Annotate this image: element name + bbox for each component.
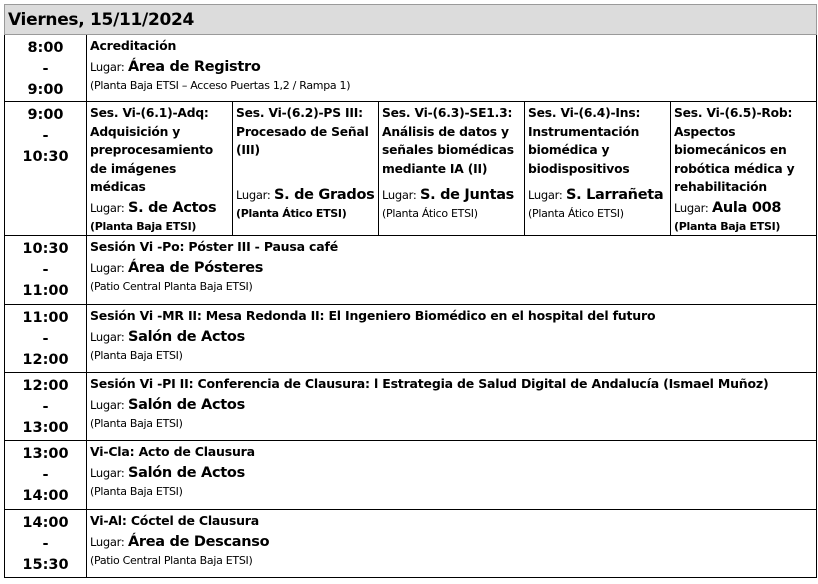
- event-title: Vi-Cla: Acto de Clausura: [90, 444, 255, 459]
- event-cell: [87, 35, 817, 102]
- location-note: (Planta Baja ETSI): [90, 348, 183, 362]
- schedule-row: [5, 35, 817, 102]
- event-cell: [87, 373, 817, 441]
- event-location: [90, 462, 813, 484]
- location-label: Lugar:: [236, 188, 271, 202]
- session-location: [90, 197, 229, 219]
- session-title: Ses. Vi-(6.3)-SE1.3: Análisis de datos y señales biomédicas mediante IA (II): [382, 106, 514, 176]
- event-location: [90, 394, 813, 416]
- time-separator: -: [42, 61, 49, 77]
- location-room: Área de Registro: [127, 58, 261, 75]
- end-time: 12:00: [22, 352, 69, 368]
- schedule-row: [5, 510, 817, 578]
- session-location: [382, 184, 521, 206]
- schedule-row: [5, 102, 817, 236]
- event-location: [90, 326, 813, 348]
- event-cell: [87, 305, 817, 373]
- event-location: [90, 531, 813, 553]
- event-cell: [87, 441, 817, 510]
- time-separator: -: [42, 467, 49, 483]
- session-title: Ses. Vi-(6.2)-PS III: Procesado de Señal (III): [236, 106, 369, 157]
- location-note: (Planta Ático ETSI): [528, 207, 624, 220]
- schedule-row: [5, 441, 817, 510]
- time-cell: [5, 441, 87, 510]
- session-cell: [671, 102, 817, 236]
- start-time: 10:30: [22, 241, 69, 257]
- event-title: Acreditación: [90, 38, 177, 53]
- end-time: 14:00: [22, 488, 69, 504]
- session-cell: [525, 102, 671, 236]
- session-location: [236, 184, 375, 206]
- schedule-table: [4, 4, 816, 580]
- end-time: 13:00: [22, 420, 69, 436]
- start-time: 11:00: [22, 310, 69, 326]
- location-note: (Planta Baja ETSI): [674, 219, 781, 233]
- location-label: Lugar:: [90, 534, 125, 549]
- time-separator: -: [42, 262, 49, 278]
- location-label: Lugar:: [528, 188, 563, 202]
- end-time: 10:30: [22, 149, 69, 165]
- session-cell: [379, 102, 525, 236]
- location-room: Área de Pósteres: [127, 259, 264, 276]
- session-cell: [233, 102, 379, 236]
- location-note: (Planta Ático ETSI): [236, 207, 347, 220]
- time-separator: -: [42, 331, 49, 347]
- time-cell: [5, 236, 87, 305]
- end-time: 11:00: [22, 283, 69, 299]
- time-separator: -: [42, 128, 49, 144]
- location-label: Lugar:: [674, 200, 709, 215]
- event-cell: [87, 236, 817, 305]
- schedule-row: [5, 373, 817, 441]
- location-room: S. de Grados: [273, 187, 375, 203]
- event-location: [90, 56, 813, 78]
- time-separator: -: [42, 536, 49, 552]
- location-note: (Planta Baja ETSI): [90, 484, 183, 498]
- time-cell: [5, 102, 87, 236]
- time-cell: [5, 373, 87, 441]
- time-cell: [5, 35, 87, 102]
- event-title: Vi-Al: Cóctel de Clausura: [90, 513, 260, 528]
- start-time: 14:00: [22, 515, 69, 531]
- time-separator: -: [42, 399, 49, 415]
- time-cell: [5, 510, 87, 578]
- event-location: [90, 257, 813, 279]
- location-label: Lugar:: [90, 260, 125, 275]
- schedule-row: [5, 236, 817, 305]
- location-room: S. Larrañeta: [565, 187, 664, 203]
- session-title: Ses. Vi-(6.4)-Ins: Instrumentación biomédica y biodispositivos: [528, 106, 641, 176]
- location-room: Aula 008: [711, 199, 782, 216]
- location-note: (Patio Central Planta Baja ETSI): [90, 553, 253, 567]
- location-note: (Planta Baja ETSI – Acceso Puertas 1,2 / Rampa 1): [90, 78, 351, 92]
- location-label: Lugar:: [90, 59, 125, 74]
- start-time: 13:00: [22, 446, 69, 462]
- location-note: (Planta Baja ETSI): [90, 416, 183, 430]
- location-room: S. de Juntas: [419, 187, 515, 203]
- location-label: Lugar:: [90, 200, 125, 215]
- event-cell: [87, 510, 817, 578]
- session-cell: [87, 102, 233, 236]
- location-label: Lugar:: [90, 465, 125, 480]
- session-location: [528, 184, 667, 206]
- location-room: S. de Actos: [127, 199, 217, 216]
- location-label: Lugar:: [90, 329, 125, 344]
- start-time: 12:00: [22, 378, 69, 394]
- location-note: (Planta Ático ETSI): [382, 207, 478, 220]
- session-location: [674, 197, 813, 219]
- location-room: Salón de Actos: [127, 464, 245, 481]
- schedule-row: [5, 305, 817, 373]
- location-note: (Planta Baja ETSI): [90, 219, 197, 233]
- location-room: Salón de Actos: [127, 328, 245, 345]
- location-label: Lugar:: [382, 188, 417, 202]
- start-time: 8:00: [27, 40, 64, 56]
- end-time: 9:00: [27, 82, 64, 98]
- time-cell: [5, 305, 87, 373]
- location-room: Área de Descanso: [127, 533, 270, 550]
- location-label: Lugar:: [90, 397, 125, 412]
- session-title: Ses. Vi-(6.1)-Adq: Adquisición y preprocesamiento de imágenes médicas: [90, 106, 214, 194]
- session-title: Ses. Vi-(6.5)-Rob: Aspectos biomecánicos en robótica médica y rehabilitación: [674, 106, 795, 194]
- start-time: 9:00: [27, 107, 64, 123]
- event-title: Sesión Vi -MR II: Mesa Redonda II: El Ingeniero Biomédico en el hospital del futuro: [90, 308, 656, 323]
- location-note: (Patio Central Planta Baja ETSI): [90, 279, 253, 293]
- event-title: Sesión Vi -Po: Póster III - Pausa café: [90, 239, 338, 254]
- event-title: Sesión Vi -PI II: Conferencia de Clausura: l Estrategia de Salud Digital de Andalucía (Ismael Muñoz): [90, 376, 769, 391]
- location-room: Salón de Actos: [127, 396, 245, 413]
- end-time: 15:30: [22, 557, 69, 573]
- day-header: Viernes, 15/11/2024: [5, 5, 817, 35]
